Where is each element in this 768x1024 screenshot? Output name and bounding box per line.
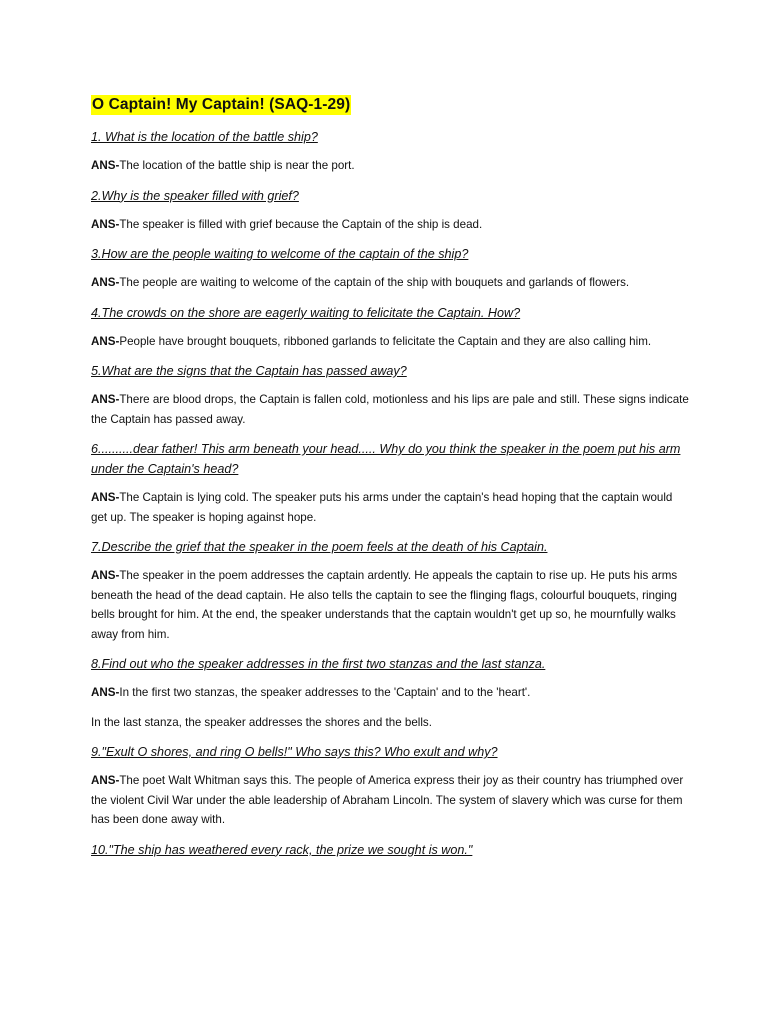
document-page bbox=[91, 95, 691, 869]
answer-5 bbox=[91, 390, 691, 429]
question-3: 3.How are the people waiting to welcome of the captain of the ship? bbox=[91, 247, 469, 261]
answer-text: The people are waiting to welcome of the captain of the ship with bouquets and garlands of flowers. bbox=[119, 276, 630, 289]
answer-3 bbox=[91, 273, 691, 293]
question-4: 4.The crowds on the shore are eagerly waiting to felicitate the Captain. How? bbox=[91, 305, 521, 320]
ans-label: ANS- bbox=[91, 217, 120, 231]
answer-7 bbox=[91, 566, 691, 644]
answer-8-continuation: In the last stanza, the speaker addresses the shores and the bells. bbox=[91, 715, 432, 729]
answer-text: The speaker is filled with grief because the Captain of the ship is dead. bbox=[119, 217, 483, 231]
document-title: O Captain! My Captain! (SAQ-1-29) bbox=[92, 96, 351, 113]
answer-text: The Captain is lying cold. The speaker puts his arms under the captain's head hoping that the captain would get up. The speaker is hoping against hope. bbox=[91, 491, 673, 524]
qa-item-1 bbox=[91, 127, 691, 176]
answer-text: The poet Walt Whitman says this. The people of America express their joy as their country has triumphed over the violent Civil War under the able leadership of Abraham Lincoln. The system of slavery which was curse for them has been done away with. bbox=[91, 774, 684, 826]
answer-4 bbox=[91, 332, 691, 352]
answer-text: In the first two stanzas, the speaker addresses to the 'Captain' and to the 'heart'. bbox=[119, 686, 531, 699]
qa-item-6 bbox=[91, 439, 691, 527]
qa-item-8 bbox=[91, 654, 691, 732]
answer-text: The location of the battle ship is near the port. bbox=[119, 159, 355, 172]
ans-label: ANS- bbox=[91, 276, 120, 289]
question-5: 5.What are the signs that the Captain has passed away? bbox=[91, 364, 407, 378]
question-1: 1. What is the location of the battle ship? bbox=[91, 130, 318, 144]
qa-item-4 bbox=[91, 303, 691, 352]
ans-label: ANS- bbox=[91, 686, 120, 699]
question-7: 7.Describe the grief that the speaker in the poem feels at the death of his Captain. bbox=[91, 540, 548, 554]
answer-1 bbox=[91, 156, 691, 176]
qa-item-5 bbox=[91, 361, 691, 429]
question-10: 10."The ship has weathered every rack, the prize we sought is won." bbox=[91, 842, 473, 857]
question-8: 8.Find out who the speaker addresses in the first two stanzas and the last stanza. bbox=[91, 657, 546, 671]
ans-label: ANS- bbox=[91, 569, 120, 582]
answer-2 bbox=[91, 215, 691, 235]
ans-label: ANS- bbox=[91, 334, 120, 348]
answer-6 bbox=[91, 488, 691, 527]
qa-item-2 bbox=[91, 186, 691, 235]
answer-text: People have brought bouquets, ribboned garlands to felicitate the Captain and they are also calling him. bbox=[119, 334, 652, 348]
ans-label: ANS- bbox=[91, 774, 120, 787]
ans-label: ANS- bbox=[91, 393, 120, 406]
qa-item-9 bbox=[91, 742, 691, 830]
answer-text: The speaker in the poem addresses the captain ardently. He appeals the captain to rise up. He puts his arms beneath the head of the dead captain. He also tells the captain to see the flinging flags, colourful bouquets, ringing bells brought for him. At the end, the speaker understands that the captain wouldn't get up so, he mournfully walks away from him. bbox=[91, 569, 678, 641]
qa-item-7 bbox=[91, 537, 691, 644]
ans-label: ANS- bbox=[91, 491, 120, 504]
question-6: 6..........dear father! This arm beneath your head..... Why do you think the speaker in the poem put his arm under the Captain's head? bbox=[91, 442, 681, 476]
ans-label: ANS- bbox=[91, 159, 120, 172]
question-2: 2.Why is the speaker filled with grief? bbox=[91, 188, 299, 203]
answer-9 bbox=[91, 771, 691, 830]
qa-item-3 bbox=[91, 244, 691, 293]
qa-item-10 bbox=[91, 840, 691, 860]
question-9: 9."Exult O shores, and ring O bells!" Who says this? Who exult and why? bbox=[91, 745, 498, 759]
answer-text: There are blood drops, the Captain is fallen cold, motionless and his lips are pale and still. These signs indicate the Captain has passed away. bbox=[91, 393, 689, 426]
answer-8 bbox=[91, 683, 691, 703]
